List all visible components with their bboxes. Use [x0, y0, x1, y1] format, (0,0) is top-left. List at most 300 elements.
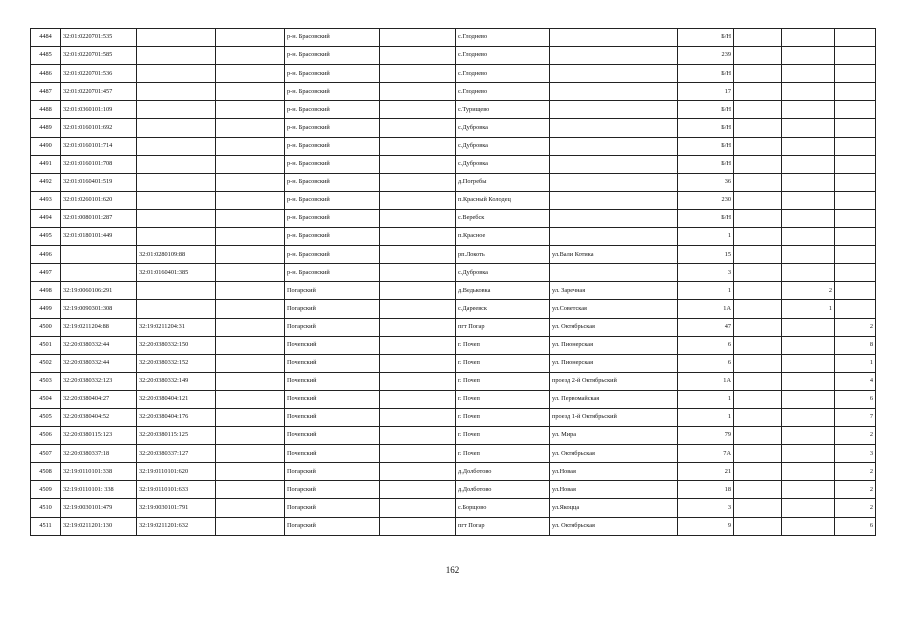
cadastral-number-cell: 32:01:0220701:535	[61, 29, 137, 47]
parent-cadastral-number-cell	[137, 191, 216, 209]
apartment-number-cell: 2	[835, 499, 876, 517]
empty-cell-cell	[216, 191, 285, 209]
house-number-cell: Б/Н	[678, 101, 734, 119]
row-number-cell: 4509	[31, 481, 61, 499]
apartment-number-cell	[835, 119, 876, 137]
house-number-cell: 1	[678, 408, 734, 426]
row-number-cell: 4506	[31, 427, 61, 445]
cadastral-number-cell: 32:01:0160401:519	[61, 173, 137, 191]
apartment-number-cell: 2	[835, 318, 876, 336]
cadastral-number-cell	[61, 246, 137, 264]
empty-cell-cell	[216, 481, 285, 499]
parent-cadastral-number-cell	[137, 137, 216, 155]
cadastral-number-cell: 32:01:0220701:585	[61, 47, 137, 65]
empty-cell-cell	[380, 173, 456, 191]
extra-count-cell: 1	[782, 300, 835, 318]
empty-cell-cell	[380, 29, 456, 47]
street-cell: ул.Новая	[550, 463, 678, 481]
row-number-cell: 4497	[31, 264, 61, 282]
cadastral-number-cell: 32:01:0220701:536	[61, 65, 137, 83]
empty-cell-cell	[734, 119, 782, 137]
row-number-cell: 4489	[31, 119, 61, 137]
empty-cell-cell	[216, 445, 285, 463]
cadastral-number-cell: 32:01:0260101:620	[61, 191, 137, 209]
empty-cell-cell	[734, 517, 782, 535]
house-number-cell: 239	[678, 47, 734, 65]
cadastral-number-cell: 32:20:0380337:18	[61, 445, 137, 463]
apartment-number-cell	[835, 29, 876, 47]
apartment-number-cell	[835, 83, 876, 101]
house-number-cell: Б/Н	[678, 137, 734, 155]
settlement-cell: д.Долботово	[456, 481, 550, 499]
cadastral-number-cell	[61, 264, 137, 282]
district-cell: р-н. Брасовский	[285, 47, 380, 65]
empty-cell-cell	[734, 246, 782, 264]
empty-cell-cell	[734, 300, 782, 318]
settlement-cell: г. Почеп	[456, 408, 550, 426]
table-row	[31, 264, 876, 282]
empty-cell-cell	[216, 517, 285, 535]
row-number-cell: 4503	[31, 372, 61, 390]
settlement-cell: г. Почеп	[456, 372, 550, 390]
row-number-cell: 4488	[31, 101, 61, 119]
settlement-cell: с.Веребск	[456, 209, 550, 227]
row-number-cell: 4495	[31, 228, 61, 246]
street-cell	[550, 83, 678, 101]
apartment-number-cell	[835, 65, 876, 83]
street-cell	[550, 101, 678, 119]
table-row	[31, 481, 876, 499]
empty-cell-cell	[216, 173, 285, 191]
empty-cell-cell	[734, 336, 782, 354]
apartment-number-cell: 2	[835, 481, 876, 499]
row-number-cell: 4502	[31, 354, 61, 372]
apartment-number-cell: 6	[835, 390, 876, 408]
cadastral-number-cell: 32:20:0380332:44	[61, 354, 137, 372]
settlement-cell: с.Борщово	[456, 499, 550, 517]
empty-cell-cell	[380, 463, 456, 481]
extra-count-cell	[782, 209, 835, 227]
empty-cell-cell	[734, 282, 782, 300]
district-cell: р-н. Брасовский	[285, 209, 380, 227]
empty-cell-cell	[380, 264, 456, 282]
parent-cadastral-number-cell: 32:01:0160401:385	[137, 264, 216, 282]
empty-cell-cell	[734, 445, 782, 463]
extra-count-cell	[782, 336, 835, 354]
empty-cell-cell	[216, 372, 285, 390]
empty-cell-cell	[216, 390, 285, 408]
apartment-number-cell	[835, 47, 876, 65]
row-number-cell: 4484	[31, 29, 61, 47]
district-cell: Погарский	[285, 318, 380, 336]
apartment-number-cell	[835, 246, 876, 264]
empty-cell-cell	[380, 372, 456, 390]
cadastral-number-cell: 32:01:0360101:109	[61, 101, 137, 119]
street-cell: ул.Вали Котика	[550, 246, 678, 264]
house-number-cell: 1А	[678, 300, 734, 318]
empty-cell-cell	[734, 228, 782, 246]
settlement-cell: с.Дубровка	[456, 119, 550, 137]
settlement-cell: г. Почеп	[456, 445, 550, 463]
house-number-cell: 79	[678, 427, 734, 445]
house-number-cell: 6	[678, 336, 734, 354]
row-number-cell: 4498	[31, 282, 61, 300]
house-number-cell: Б/Н	[678, 155, 734, 173]
extra-count-cell	[782, 517, 835, 535]
empty-cell-cell	[380, 101, 456, 119]
settlement-cell: с.Глоднево	[456, 65, 550, 83]
row-number-cell: 4493	[31, 191, 61, 209]
property-registry-table	[30, 28, 876, 536]
extra-count-cell	[782, 427, 835, 445]
table-row	[31, 101, 876, 119]
settlement-cell: с.Дубровка	[456, 137, 550, 155]
table-row	[31, 463, 876, 481]
empty-cell-cell	[734, 209, 782, 227]
apartment-number-cell: 3	[835, 445, 876, 463]
street-cell: ул. Первомайская	[550, 390, 678, 408]
empty-cell-cell	[380, 228, 456, 246]
apartment-number-cell: 7	[835, 408, 876, 426]
extra-count-cell	[782, 372, 835, 390]
empty-cell-cell	[216, 318, 285, 336]
cadastral-number-cell: 32:01:0160101:714	[61, 137, 137, 155]
parent-cadastral-number-cell: 32:20:0380115:125	[137, 427, 216, 445]
parent-cadastral-number-cell	[137, 228, 216, 246]
district-cell: р-н. Брасовский	[285, 264, 380, 282]
table-row	[31, 65, 876, 83]
empty-cell-cell	[216, 264, 285, 282]
empty-cell-cell	[380, 481, 456, 499]
parent-cadastral-number-cell: 32:19:0110101:620	[137, 463, 216, 481]
street-cell: ул. Пионерская	[550, 354, 678, 372]
apartment-number-cell: 8	[835, 336, 876, 354]
row-number-cell: 4486	[31, 65, 61, 83]
empty-cell-cell	[216, 228, 285, 246]
page-number: 162	[445, 565, 460, 575]
parent-cadastral-number-cell	[137, 119, 216, 137]
street-cell	[550, 173, 678, 191]
cadastral-number-cell: 32:19:0211204:88	[61, 318, 137, 336]
apartment-number-cell: 1	[835, 354, 876, 372]
extra-count-cell	[782, 445, 835, 463]
row-number-cell: 4504	[31, 390, 61, 408]
empty-cell-cell	[734, 47, 782, 65]
parent-cadastral-number-cell	[137, 282, 216, 300]
parent-cadastral-number-cell	[137, 209, 216, 227]
apartment-number-cell	[835, 282, 876, 300]
table-row	[31, 191, 876, 209]
empty-cell-cell	[380, 408, 456, 426]
empty-cell-cell	[380, 191, 456, 209]
street-cell: проезд 2-й Октябрьский	[550, 372, 678, 390]
table-row	[31, 427, 876, 445]
district-cell: Почепский	[285, 336, 380, 354]
table-row	[31, 354, 876, 372]
empty-cell-cell	[380, 445, 456, 463]
table-row	[31, 173, 876, 191]
empty-cell-cell	[216, 209, 285, 227]
empty-cell-cell	[734, 191, 782, 209]
street-cell	[550, 29, 678, 47]
street-cell: ул. Октябрьская	[550, 318, 678, 336]
district-cell: Погарский	[285, 481, 380, 499]
street-cell	[550, 209, 678, 227]
settlement-cell: г. Почеп	[456, 336, 550, 354]
empty-cell-cell	[216, 137, 285, 155]
table-row	[31, 29, 876, 47]
extra-count-cell	[782, 173, 835, 191]
settlement-cell: г. Почеп	[456, 390, 550, 408]
extra-count-cell	[782, 499, 835, 517]
house-number-cell: 1	[678, 390, 734, 408]
house-number-cell: 6	[678, 354, 734, 372]
row-number-cell: 4511	[31, 517, 61, 535]
district-cell: р-н. Брасовский	[285, 246, 380, 264]
empty-cell-cell	[216, 463, 285, 481]
row-number-cell: 4490	[31, 137, 61, 155]
parent-cadastral-number-cell	[137, 155, 216, 173]
house-number-cell: Б/Н	[678, 29, 734, 47]
table-row	[31, 372, 876, 390]
table-row	[31, 336, 876, 354]
cadastral-number-cell: 32:20:0380404:27	[61, 390, 137, 408]
cadastral-number-cell: 32:20:0380404:52	[61, 408, 137, 426]
settlement-cell: пгт Погар	[456, 517, 550, 535]
parent-cadastral-number-cell: 32:19:0030101:791	[137, 499, 216, 517]
empty-cell-cell	[380, 246, 456, 264]
empty-cell-cell	[216, 119, 285, 137]
district-cell: Погарский	[285, 499, 380, 517]
empty-cell-cell	[216, 65, 285, 83]
extra-count-cell	[782, 191, 835, 209]
extra-count-cell	[782, 83, 835, 101]
house-number-cell: 1А	[678, 372, 734, 390]
street-cell: проезд 1-й Октябрьский	[550, 408, 678, 426]
settlement-cell: д.Погребы	[456, 173, 550, 191]
extra-count-cell	[782, 29, 835, 47]
empty-cell-cell	[734, 65, 782, 83]
district-cell: Погарский	[285, 517, 380, 535]
street-cell: ул. Октябрьская	[550, 517, 678, 535]
house-number-cell: 3	[678, 499, 734, 517]
table-row	[31, 499, 876, 517]
apartment-number-cell: 2	[835, 463, 876, 481]
district-cell: р-н. Брасовский	[285, 101, 380, 119]
settlement-cell: с.Глоднево	[456, 83, 550, 101]
empty-cell-cell	[216, 300, 285, 318]
extra-count-cell	[782, 47, 835, 65]
apartment-number-cell: 4	[835, 372, 876, 390]
parent-cadastral-number-cell: 32:20:0380404:176	[137, 408, 216, 426]
table-body	[31, 29, 876, 536]
apartment-number-cell	[835, 264, 876, 282]
empty-cell-cell	[216, 354, 285, 372]
empty-cell-cell	[380, 65, 456, 83]
empty-cell-cell	[734, 427, 782, 445]
parent-cadastral-number-cell	[137, 29, 216, 47]
apartment-number-cell: 6	[835, 517, 876, 535]
row-number-cell: 4496	[31, 246, 61, 264]
parent-cadastral-number-cell	[137, 47, 216, 65]
parent-cadastral-number-cell: 32:20:0380332:152	[137, 354, 216, 372]
table-row	[31, 517, 876, 535]
row-number-cell: 4499	[31, 300, 61, 318]
table-row	[31, 119, 876, 137]
street-cell: ул. Октябрьская	[550, 445, 678, 463]
empty-cell-cell	[734, 499, 782, 517]
street-cell	[550, 47, 678, 65]
settlement-cell: с.Дубровка	[456, 264, 550, 282]
table-row	[31, 137, 876, 155]
table-row	[31, 155, 876, 173]
settlement-cell: с.Дареевск	[456, 300, 550, 318]
district-cell: р-н. Брасовский	[285, 173, 380, 191]
house-number-cell: 1	[678, 282, 734, 300]
empty-cell-cell	[216, 427, 285, 445]
parent-cadastral-number-cell: 32:20:0380337:127	[137, 445, 216, 463]
house-number-cell: 15	[678, 246, 734, 264]
empty-cell-cell	[216, 47, 285, 65]
district-cell: р-н. Брасовский	[285, 29, 380, 47]
empty-cell-cell	[380, 47, 456, 65]
cadastral-number-cell: 32:20:0380115:123	[61, 427, 137, 445]
row-number-cell: 4501	[31, 336, 61, 354]
house-number-cell: 18	[678, 481, 734, 499]
empty-cell-cell	[380, 83, 456, 101]
cadastral-number-cell: 32:19:0211201:130	[61, 517, 137, 535]
empty-cell-cell	[216, 29, 285, 47]
apartment-number-cell	[835, 101, 876, 119]
settlement-cell: пгт Погар	[456, 318, 550, 336]
settlement-cell: с.Глоднево	[456, 47, 550, 65]
table-row	[31, 228, 876, 246]
row-number-cell: 4485	[31, 47, 61, 65]
settlement-cell: п.Красный Колодец	[456, 191, 550, 209]
empty-cell-cell	[380, 282, 456, 300]
empty-cell-cell	[380, 300, 456, 318]
cadastral-number-cell: 32:19:0030101:479	[61, 499, 137, 517]
empty-cell-cell	[216, 336, 285, 354]
apartment-number-cell	[835, 209, 876, 227]
house-number-cell: 3	[678, 264, 734, 282]
district-cell: Погарский	[285, 282, 380, 300]
extra-count-cell	[782, 228, 835, 246]
empty-cell-cell	[734, 354, 782, 372]
parent-cadastral-number-cell: 32:19:0211201:632	[137, 517, 216, 535]
parent-cadastral-number-cell	[137, 300, 216, 318]
settlement-cell: с.Глоднево	[456, 29, 550, 47]
extra-count-cell	[782, 408, 835, 426]
row-number-cell: 4487	[31, 83, 61, 101]
cadastral-number-cell: 32:01:0160101:708	[61, 155, 137, 173]
house-number-cell: 230	[678, 191, 734, 209]
empty-cell-cell	[380, 209, 456, 227]
street-cell	[550, 228, 678, 246]
empty-cell-cell	[734, 463, 782, 481]
table-row	[31, 300, 876, 318]
row-number-cell: 4500	[31, 318, 61, 336]
extra-count-cell	[782, 101, 835, 119]
district-cell: Почепский	[285, 390, 380, 408]
district-cell: Почепский	[285, 427, 380, 445]
settlement-cell: п.Красное	[456, 228, 550, 246]
house-number-cell: Б/Н	[678, 65, 734, 83]
table-row	[31, 318, 876, 336]
empty-cell-cell	[216, 282, 285, 300]
extra-count-cell	[782, 65, 835, 83]
cadastral-number-cell: 32:20:0380332:44	[61, 336, 137, 354]
extra-count-cell	[782, 481, 835, 499]
row-number-cell: 4505	[31, 408, 61, 426]
street-cell: ул. Мира	[550, 427, 678, 445]
apartment-number-cell	[835, 137, 876, 155]
settlement-cell: с.Турищево	[456, 101, 550, 119]
district-cell: Почепский	[285, 445, 380, 463]
row-number-cell: 4508	[31, 463, 61, 481]
street-cell	[550, 65, 678, 83]
street-cell: ул.Советская	[550, 300, 678, 318]
empty-cell-cell	[216, 246, 285, 264]
settlement-cell: с.Дубровка	[456, 155, 550, 173]
empty-cell-cell	[734, 481, 782, 499]
empty-cell-cell	[734, 372, 782, 390]
district-cell: р-н. Брасовский	[285, 228, 380, 246]
empty-cell-cell	[216, 408, 285, 426]
row-number-cell: 4510	[31, 499, 61, 517]
district-cell: р-н. Брасовский	[285, 137, 380, 155]
empty-cell-cell	[380, 119, 456, 137]
settlement-cell: д.Ведьковка	[456, 282, 550, 300]
extra-count-cell	[782, 137, 835, 155]
parent-cadastral-number-cell	[137, 83, 216, 101]
row-number-cell: 4491	[31, 155, 61, 173]
empty-cell-cell	[734, 83, 782, 101]
district-cell: Погарский	[285, 463, 380, 481]
street-cell	[550, 155, 678, 173]
house-number-cell: 7А	[678, 445, 734, 463]
parent-cadastral-number-cell: 32:19:0110101:633	[137, 481, 216, 499]
extra-count-cell	[782, 354, 835, 372]
settlement-cell: д.Долботово	[456, 463, 550, 481]
district-cell: Погарский	[285, 300, 380, 318]
parent-cadastral-number-cell: 32:01:0280109:88	[137, 246, 216, 264]
cadastral-number-cell: 32:19:0060106:291	[61, 282, 137, 300]
cadastral-number-cell: 32:01:0220701:457	[61, 83, 137, 101]
empty-cell-cell	[734, 173, 782, 191]
table-row	[31, 445, 876, 463]
cadastral-number-cell: 32:20:0380332:123	[61, 372, 137, 390]
empty-cell-cell	[216, 155, 285, 173]
row-number-cell: 4507	[31, 445, 61, 463]
extra-count-cell	[782, 246, 835, 264]
empty-cell-cell	[734, 155, 782, 173]
table-row	[31, 47, 876, 65]
empty-cell-cell	[734, 29, 782, 47]
district-cell: Почепский	[285, 372, 380, 390]
apartment-number-cell	[835, 155, 876, 173]
street-cell	[550, 137, 678, 155]
row-number-cell: 4494	[31, 209, 61, 227]
parent-cadastral-number-cell: 32:20:0380332:149	[137, 372, 216, 390]
cadastral-number-cell: 32:19:0110101:338	[61, 463, 137, 481]
empty-cell-cell	[734, 137, 782, 155]
street-cell: ул. Заречная	[550, 282, 678, 300]
district-cell: р-н. Брасовский	[285, 155, 380, 173]
empty-cell-cell	[380, 137, 456, 155]
cadastral-number-cell: 32:01:0080101:287	[61, 209, 137, 227]
empty-cell-cell	[734, 408, 782, 426]
